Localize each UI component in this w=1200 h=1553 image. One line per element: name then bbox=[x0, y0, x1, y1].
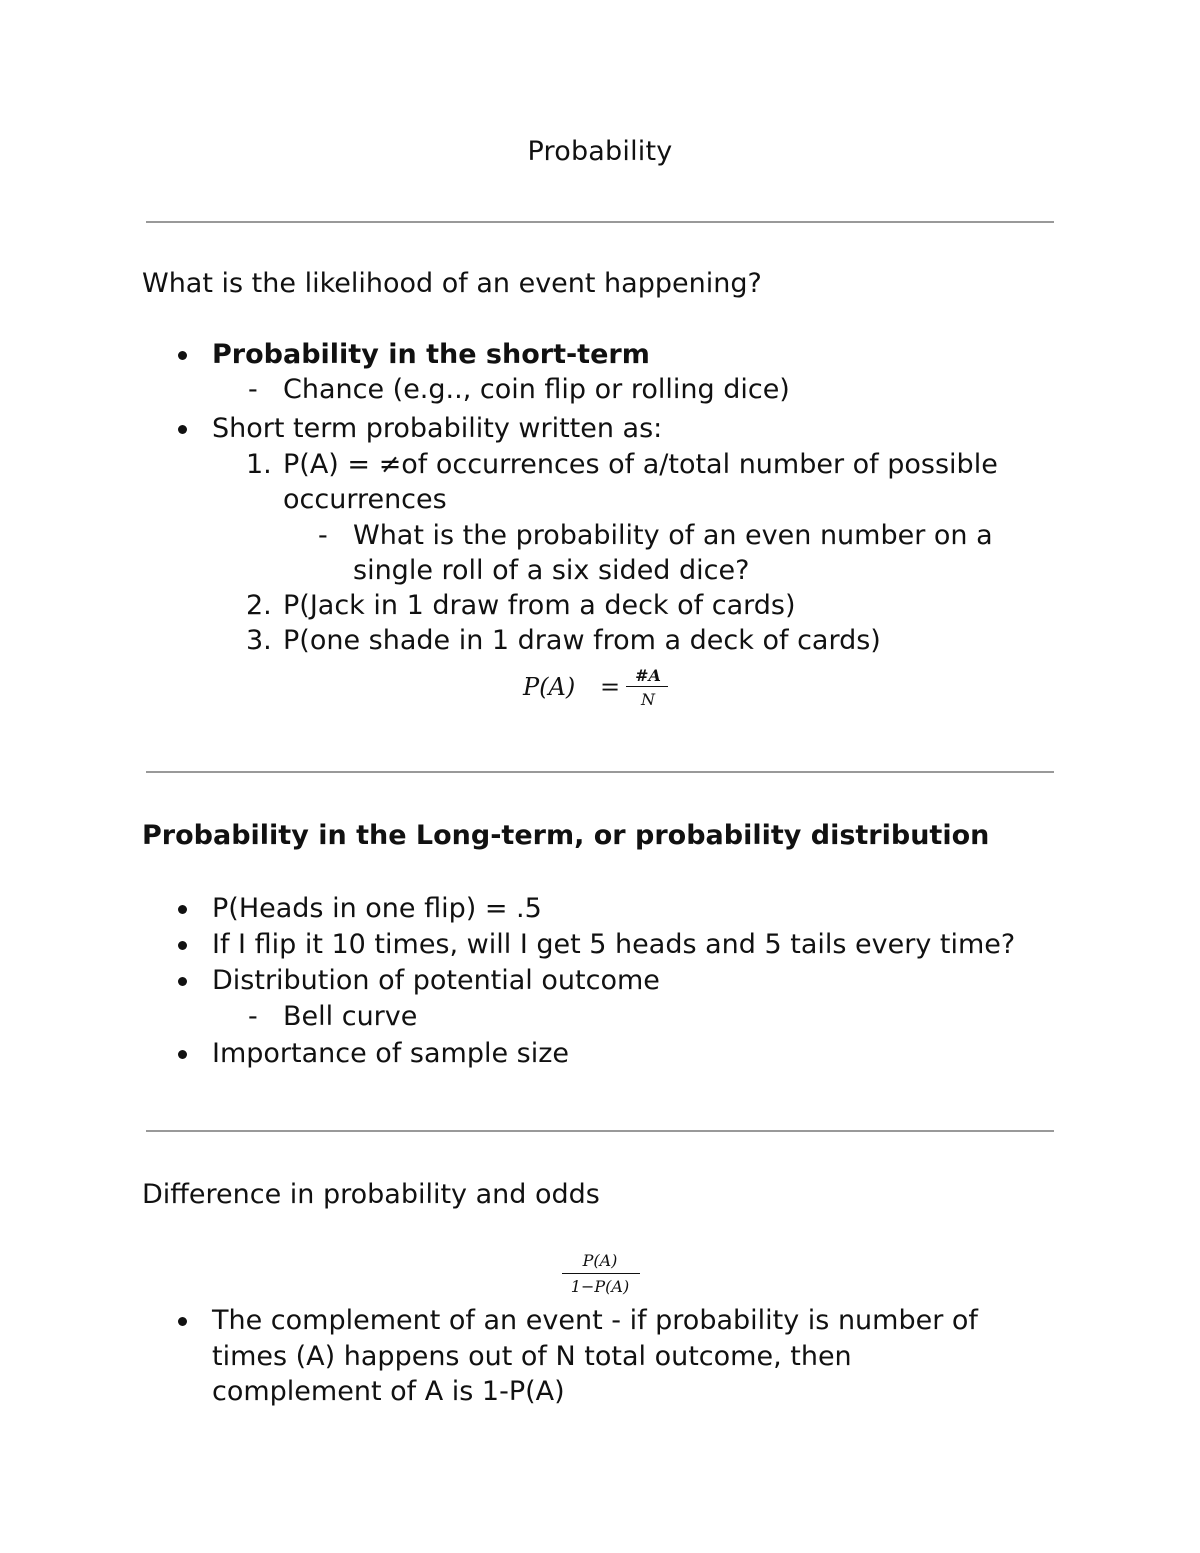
section2-heading: Probability in the Long-term, or probability distribution bbox=[142, 820, 990, 851]
bullet-dot bbox=[178, 351, 187, 360]
section1-dash1: Chance (e.g.., coin flip or rolling dice) bbox=[283, 374, 790, 405]
dash-marker: - bbox=[248, 374, 258, 405]
bullet-dot bbox=[178, 1050, 187, 1059]
odds-numerator: P(A) bbox=[582, 1251, 618, 1270]
section3-bullet1-line3: complement of A is 1-P(A) bbox=[212, 1376, 565, 1407]
section1-item1-line1: P(A) = ≠of occurrences of a/total number of possible bbox=[283, 449, 998, 480]
section1-question: What is the likelihood of an event happening? bbox=[142, 268, 762, 299]
formula-numerator: #A bbox=[635, 666, 661, 685]
divider bbox=[146, 1130, 1054, 1132]
page-title: Probability bbox=[527, 136, 673, 167]
divider bbox=[146, 221, 1054, 223]
dash-marker: - bbox=[248, 1001, 258, 1032]
fraction-bar bbox=[626, 686, 668, 687]
dash-marker: - bbox=[318, 520, 328, 551]
odds-denominator: 1−P(A) bbox=[570, 1277, 630, 1296]
section1-item3: P(one shade in 1 draw from a deck of cards) bbox=[283, 625, 881, 656]
formula-lhs: P(A) bbox=[523, 673, 576, 701]
section1-dash2-line1: What is the probability of an even number on a bbox=[353, 520, 993, 551]
fraction-bar bbox=[562, 1273, 640, 1274]
section3-bullet1-line2: times (A) happens out of N total outcome, then bbox=[212, 1341, 852, 1372]
section3-bullet1-line1: The complement of an event - if probability is number of bbox=[212, 1305, 978, 1336]
formula-equals: = bbox=[600, 673, 621, 701]
bullet-dot bbox=[178, 905, 187, 914]
section1-bullet2: Short term probability written as: bbox=[212, 413, 663, 444]
formula-denominator: N bbox=[641, 690, 655, 709]
section1-dash2-line2: single roll of a six sided dice? bbox=[353, 555, 750, 586]
section2-bullet3: Distribution of potential outcome bbox=[212, 965, 660, 996]
section2-bullet2: If I flip it 10 times, will I get 5 heads and 5 tails every time? bbox=[212, 929, 1016, 960]
bullet-dot bbox=[178, 941, 187, 950]
section2-dash1: Bell curve bbox=[283, 1001, 418, 1032]
section1-item1-line2: occurrences bbox=[283, 484, 447, 515]
bullet-dot bbox=[178, 977, 187, 986]
section1-bullet1: Probability in the short-term bbox=[212, 339, 650, 370]
section3-heading: Difference in probability and odds bbox=[142, 1179, 600, 1210]
section1-item2: P(Jack in 1 draw from a deck of cards) bbox=[283, 590, 796, 621]
list-number: 3. bbox=[246, 625, 272, 656]
list-number: 1. bbox=[246, 449, 272, 480]
bullet-dot bbox=[178, 1317, 187, 1326]
list-number: 2. bbox=[246, 590, 272, 621]
section2-bullet1: P(Heads in one flip) = .5 bbox=[212, 893, 542, 924]
bullet-dot bbox=[178, 425, 187, 434]
divider bbox=[146, 771, 1054, 773]
section2-bullet4: Importance of sample size bbox=[212, 1038, 570, 1069]
